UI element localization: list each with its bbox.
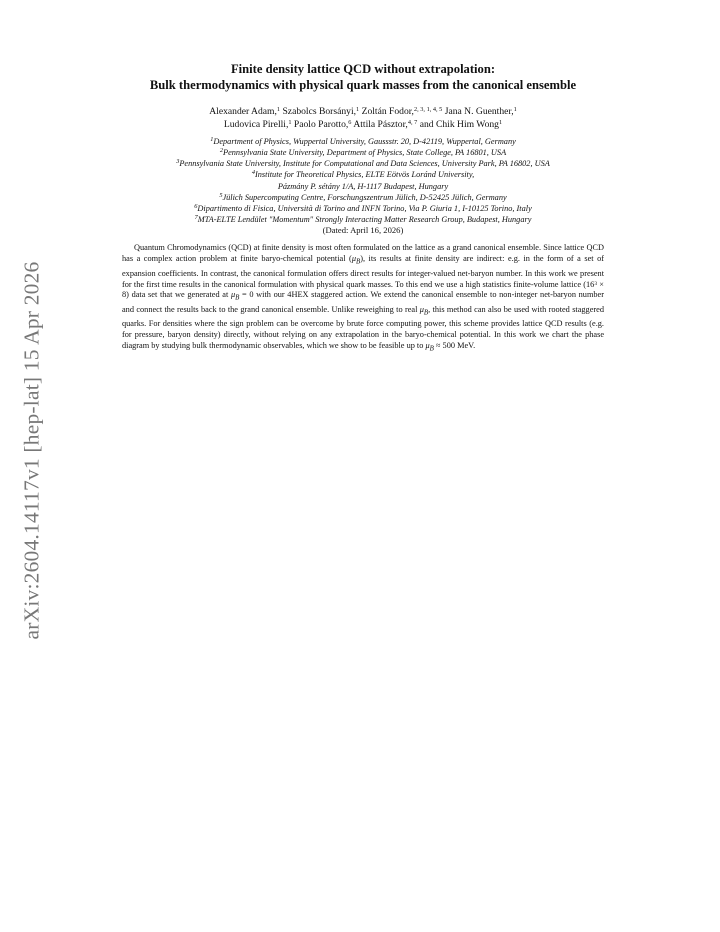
author: Zoltán Fodor,$^{2, 3, 1, 4, 5}$ [361, 106, 443, 117]
affiliation-item: $^4$Institute for Theoretical Physics, ELTE Eötvös Loránd University, [251, 169, 475, 180]
abstract-paragraph: Quantum Chromodynamics (QCD) at finite density is most often formulated on the lattice as a grand canonical ensemble. Since lattice QCD has a complex action problem at finite baryo-chemical potential $(\mu_B)$, its results at finite density are indirect: e.g. in the form of a set of expansion coefficients. In contrast, the canonical formulation offers direct results for integer-valued net-baryon number. In this work we present for the first time results in the canonical formulation with physical quark masses. To this end we use a high statistics finite-volume lattice $(16^3 \times 8)$ data set that we generated at $\mu_B = 0$ with our 4HEX staggered action. We extend the canonical ensemble to non-integer net-baryon number and connect the results back to the grand canonical ensemble. Unlike reweighing to real $\mu_B$, this method can also be used with rooted staggered quarks. For densities where the sign problem can be overcome by brute force computing power, this scheme provides lattice QCD results (e.g. for pressure, baryon density) directly, without relying on any extrapolation in the baryo-chemical potential. In this work we chart the phase diagram by studying bulk thermodynamic observables, which we show to be feasible up to $\mu_B \approx 500$ MeV. [122, 243, 605, 353]
author: Paolo Parotto,$^6$ [293, 118, 352, 130]
paper-front-page [85, 62, 641, 356]
author: Jana N. Guenther,$^1$ [444, 106, 517, 117]
affiliation-item: $^6$Dipartimento di Fisica, Università di Torino and INFN Torino, Via P. Giuria 1, I-10125 Torino, Italy [194, 202, 532, 213]
paper-title [85, 62, 641, 93]
affiliation-item: $^5$Jülich Supercomputing Centre, Forschungszentrum Jülich, D-52425 Jülich, Germany [219, 191, 507, 202]
author: and Chik Him Wong$^1$ [419, 118, 503, 130]
title-line-2: Bulk thermodynamics with physical quark masses from the canonical ensemble [149, 77, 577, 92]
affiliation-item: $^7$MTA-ELTE Lendület "Momentum" Strongly Interacting Matter Research Group, Budapest, Hungary [194, 213, 532, 224]
affiliation-list [85, 136, 641, 236]
title-line-1: Finite density lattice QCD without extrapolation: [230, 62, 496, 76]
arxiv-identifier-stamp [18, 255, 46, 645]
author: Attila Pásztor,$^{4, 7}$ [353, 118, 418, 130]
author: Ludovica Pirelli,$^1$ [223, 118, 292, 130]
author-list [85, 106, 641, 131]
author: Alexander Adam,$^1$ [209, 106, 281, 117]
affiliation-item: $^1$Department of Physics, Wuppertal University, Gaussstr. 20, D-42119, Wuppertal, Germany [210, 136, 516, 147]
affiliation-item: $^2$Pennsylvania State University, Department of Physics, State College, PA 16801, USA [219, 147, 507, 158]
affiliation-item: Pázmány P. sétány 1/A, H-1117 Budapest, Hungary [277, 181, 449, 191]
arxiv-identifier-text: arXiv:2604.14117v1 [hep-lat] 15 Apr 2026 [19, 260, 44, 640]
dated-line: (Dated: April 16, 2026) [322, 224, 404, 235]
affiliation-item: $^3$Pennsylvania State University, Institute for Computational and Data Sciences, University Park, PA 16802, USA [176, 158, 550, 169]
author: Szabolcs Borsányi,$^1$ [282, 106, 360, 117]
